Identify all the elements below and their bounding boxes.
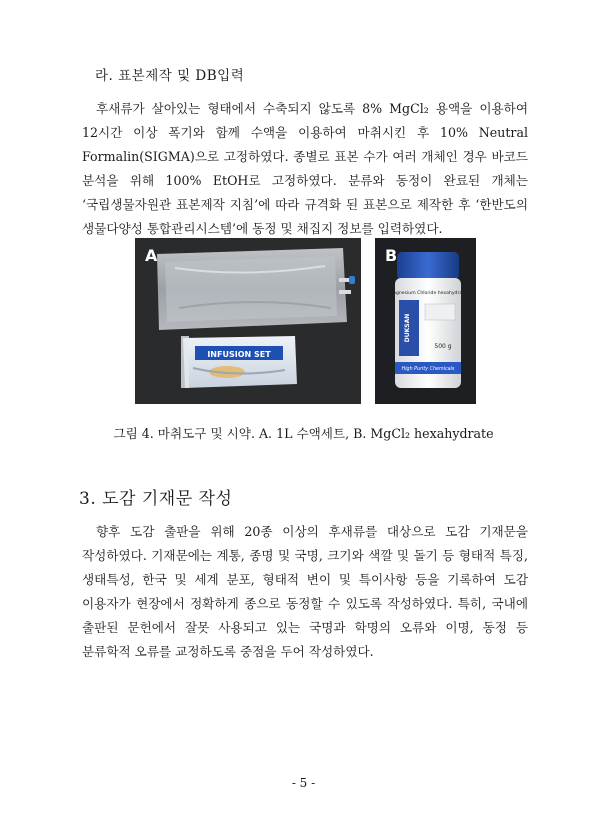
package-label: INFUSION SET <box>207 350 271 359</box>
figure-caption: 그림 4. 마취도구 및 시약. A. 1L 수액세트, B. MgCl₂ hexahydrate <box>113 426 494 441</box>
bottle-brand: DUKSAN <box>404 313 411 343</box>
bottle-purity-band: High Purity Chemicals <box>401 367 455 372</box>
paragraph-text: 후새류가 살아있는 형태에서 수축되지 않도록 8% MgCl₂ 용액을 이용하여 12시간 이상 폭기와 함께 수액을 이용하여 마취시킨 후 10% Neutral Formalin(SIGMA)으로 고정하였다. 종별로 표본 수가 여러 개체인 경우 바코드 분석을 위해 100% EtOH로 고정하였다. 분류와 동정이 완료된 개체는 ‘국립생물자원관 표본제작 지침’에 따라 규격화 된 표본으로 제작한 후 ‘한반도의 생물다양성 통합관리시스템’에 동정 및 채집지 정보를 입력하였다. <box>82 101 528 236</box>
section-heading: 3. 도감 기재문 작성 <box>79 489 233 509</box>
figure-a-label: A <box>145 246 158 265</box>
subsection-heading: 라. 표본제작 및 DB입력 <box>95 68 245 84</box>
bottle-weight: 500 g <box>434 343 452 350</box>
figure-b-reagent-bottle-photo <box>375 238 476 404</box>
infusion-set-illustration <box>135 238 361 404</box>
bottle-product-name: Magnesium Chloride hexahydrate <box>389 291 467 296</box>
page-number: - 5 - <box>291 776 316 790</box>
paragraph-text: 향후 도감 출판을 위해 20종 이상의 후새류를 대상으로 도감 기재문을 작성하였다. 기재문에는 계통, 종명 및 국명, 크기와 색깔 및 돌기 등 형태적 특징, 생태특성, 한국 및 세계 분포, 형태적 변이 및 특이사항 등을 기록하여 도감 이용자가 현장에서 정확하게 종으로 동정할 수 있도록 작성하였다. 특히, 국내에 출판된 문헌에서 잘못 사용되고 있는 국명과 학명의 오류와 이명, 동정 등 분류학적 오류를 교정하도록 중점을 두어 작성하였다. <box>82 524 528 659</box>
paragraph-field-guide-description <box>82 520 528 664</box>
figure-b-label: B <box>385 246 398 265</box>
figure-a-infusion-set-photo <box>135 238 361 404</box>
paragraph-specimen-preparation <box>82 97 528 241</box>
